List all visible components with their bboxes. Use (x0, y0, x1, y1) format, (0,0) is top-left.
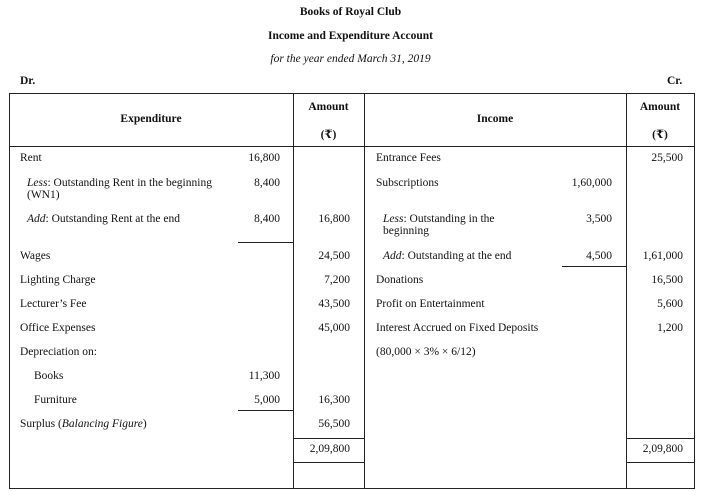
exp-total-top-line (293, 438, 364, 439)
table-bottom-border (9, 488, 695, 489)
office-label: Office Expenses (20, 322, 96, 334)
depreciation-subtotal-line (238, 410, 293, 411)
header-bottom-border (9, 146, 695, 147)
lecturer-amount: 43,500 (318, 298, 350, 310)
less-sub-inner: 3,500 (586, 213, 612, 225)
depreciation-label: Depreciation on: (20, 346, 97, 358)
dr-label: Dr. (20, 75, 36, 87)
lighting-label: Lighting Charge (20, 274, 96, 286)
office-amount: 45,000 (318, 322, 350, 334)
add-rent-label (27, 213, 180, 225)
sub-subtotal-line (562, 266, 626, 267)
wages-amount: 24,500 (318, 250, 350, 262)
less-rent-text: : Outstanding Rent in the beginning (WN1) (27, 177, 212, 201)
exp-total-bottom-line (293, 462, 364, 463)
period-text: for the year ended March 31, 2019 (270, 53, 431, 65)
less-prefix: Less (27, 177, 48, 189)
add-rent-inner: 8,400 (254, 213, 280, 225)
surplus-italic: Balancing Figure (61, 418, 143, 430)
less-sub-prefix: Less (383, 213, 404, 225)
books-inner: 11,300 (248, 370, 280, 382)
subscriptions-inner: 1,60,000 (571, 177, 612, 189)
expenditure-header: Expenditure (120, 113, 182, 125)
lighting-amount: 7,200 (324, 274, 350, 286)
add-rent-text: : Outstanding Rent at the end (45, 213, 180, 225)
table-top-border (9, 93, 695, 94)
exp-amount-left-border (293, 93, 294, 489)
less-rent-inner: 8,400 (254, 177, 280, 189)
surplus-text: Surplus ( (20, 418, 62, 430)
donations-amount: 16,500 (651, 274, 683, 286)
subscriptions-amount: 1,61,000 (642, 250, 683, 262)
subscriptions-label: Subscriptions (376, 177, 439, 189)
add-sub-text: : Outstanding at the end (401, 250, 512, 262)
wages-label: Wages (20, 250, 51, 262)
donations-label: Donations (376, 274, 424, 286)
interest-calc: (80,000 × 3% × 6/12) (376, 346, 476, 358)
income-header: Income (476, 113, 514, 125)
less-rent-label (27, 177, 232, 201)
add-sub-inner: 4,500 (586, 250, 612, 262)
furniture-label: Furniture (34, 394, 77, 406)
exp-total-amount: 2,09,800 (309, 443, 350, 455)
depreciation-amount: 16,300 (318, 394, 350, 406)
lecturer-label: Lecturer’s Fee (20, 298, 87, 310)
page-title: Books of Royal Club (299, 6, 402, 18)
rent-subtotal-line (238, 242, 293, 243)
surplus-amount: 56,500 (318, 418, 350, 430)
rent-label: Rent (20, 152, 42, 164)
account-title: Income and Expenditure Account (268, 30, 433, 42)
left-border (9, 93, 10, 489)
inc-total-top-line (626, 438, 694, 439)
interest-label: Interest Accrued on Fixed Deposits (376, 322, 539, 334)
entrance-amount: 25,500 (651, 152, 683, 164)
books-label: Books (34, 370, 64, 382)
less-sub-text: : Outstanding in the beginning (383, 213, 495, 237)
profit-label: Profit on Entertainment (376, 298, 485, 310)
right-border (694, 93, 695, 489)
inc-total-amount: 2,09,800 (642, 443, 683, 455)
interest-amount: 1,200 (657, 322, 683, 334)
cr-label: Cr. (667, 75, 683, 87)
rent-inner: 16,800 (248, 152, 280, 164)
entrance-label: Entrance Fees (376, 152, 441, 164)
inc-total-bottom-line (626, 462, 694, 463)
inc-amount-header: Amount (639, 101, 681, 113)
surplus-close: ) (142, 418, 147, 430)
add-sub-label (383, 250, 511, 262)
less-sub-label (383, 213, 533, 237)
add-sub-prefix: Add (383, 250, 402, 262)
surplus-label (20, 418, 147, 430)
middle-border (364, 93, 365, 489)
furniture-inner: 5,000 (254, 394, 280, 406)
profit-amount: 5,600 (657, 298, 683, 310)
exp-currency-header: (₹) (320, 129, 337, 141)
inc-currency-header: (₹) (652, 129, 668, 141)
add-rent-amount: 16,800 (318, 213, 350, 225)
add-prefix: Add (27, 213, 46, 225)
exp-amount-header: Amount (308, 101, 349, 113)
